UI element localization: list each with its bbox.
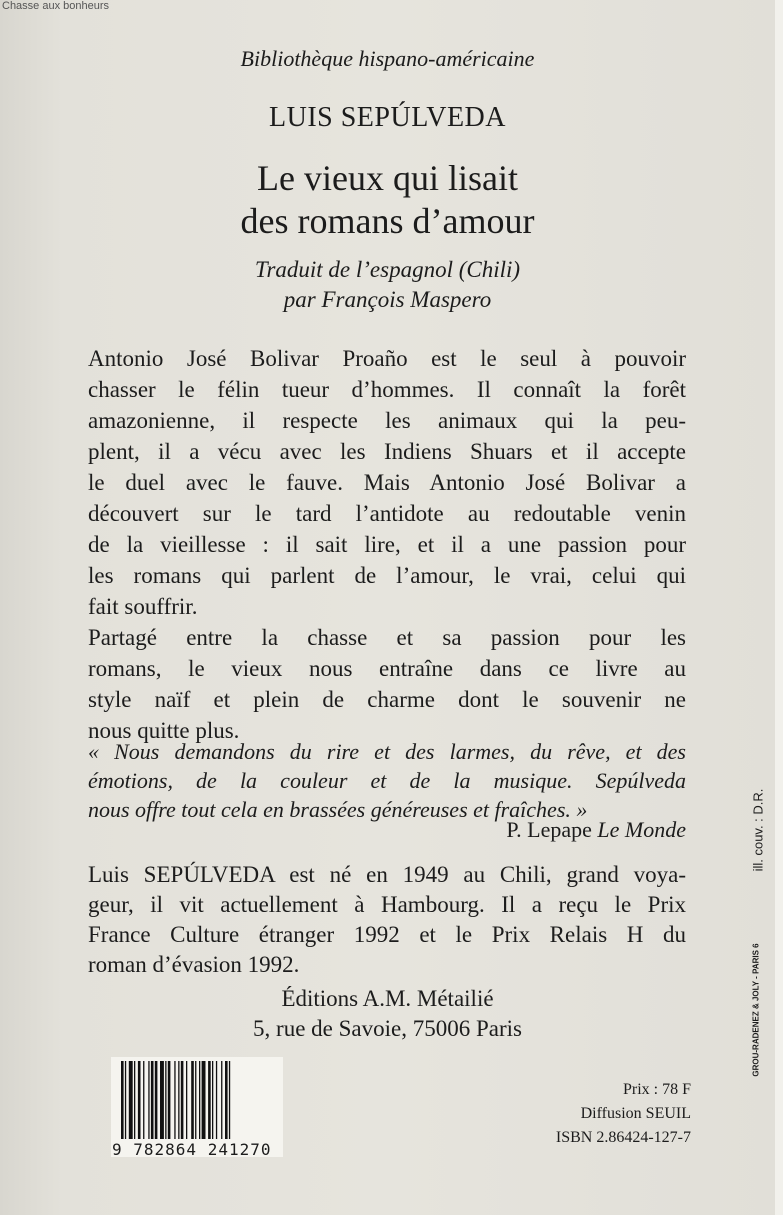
blurb-line: romans, le vieux nous entraîne dans ce livre au <box>88 656 686 681</box>
barcode-bar <box>165 1061 166 1139</box>
barcode-bar <box>191 1061 194 1139</box>
blurb-line: chasser le félin tueur d’hommes. Il connaît la forêt <box>88 377 686 402</box>
blurb-line: le duel avec le fauve. Mais Antonio José Bolivar a <box>88 470 686 495</box>
quote-author: P. Lepape <box>506 817 592 842</box>
publisher-info <box>0 984 775 1044</box>
author-name: LUIS SEPÚLVEDA <box>269 102 506 133</box>
printer-credit <box>746 935 766 1085</box>
page-edge <box>775 0 783 1215</box>
barcode-bar <box>216 1061 217 1139</box>
blurb-line: plent, il a vécu avec les Indiens Shuars et il accepte <box>88 439 686 464</box>
quote-line: émotions, de la couleur et de la musique. Sepúlveda <box>88 768 686 793</box>
barcode-bars <box>111 1057 283 1139</box>
bio-line: France Culture étranger 1992 et le Prix Relais H du <box>88 922 686 947</box>
barcode-bar <box>148 1061 149 1139</box>
cover-credit <box>748 780 768 880</box>
series-title: Bibliothèque hispano-américaine <box>240 46 535 71</box>
barcode-bar <box>195 1061 196 1139</box>
bio-line: Luis SEPÚLVEDA est né en 1949 au Chili, grand voya- <box>88 862 686 887</box>
isbn: ISBN 2.86424-127-7 <box>555 1129 691 1146</box>
barcode-bar <box>202 1061 206 1139</box>
blurb-line: style naïf et plein de charme dont le souvenir ne <box>88 687 686 712</box>
barcode-bar <box>143 1061 144 1139</box>
barcode-bar <box>155 1061 158 1139</box>
press-quote <box>88 737 686 824</box>
barcode-bar <box>160 1061 164 1139</box>
blurb-line: découvert sur le tard l’antidote au redoutable venin <box>88 501 686 526</box>
blurb-line: de la vieillesse : il sait lire, et il a une passion pour <box>88 532 686 557</box>
barcode-bar <box>134 1061 135 1139</box>
translation-credit <box>0 255 775 315</box>
book-title <box>0 157 775 243</box>
title-line: Le vieux qui lisait <box>257 158 518 198</box>
barcode-bar <box>212 1061 213 1139</box>
bio-line: geur, il vit actuellement à Hambourg. Il a reçu le Prix <box>88 892 686 917</box>
barcode-bar <box>208 1061 211 1139</box>
blurb-line: nous quitte plus. <box>88 718 240 743</box>
blurb-line: Antonio José Bolivar Proaño est le seul à pouvoir <box>88 346 686 371</box>
barcode-bar <box>178 1061 179 1139</box>
blurb-line: amazonienne, il respecte les animaux qui la peu- <box>88 408 686 433</box>
blurb <box>88 343 686 746</box>
barcode-bar <box>138 1061 141 1139</box>
price-block <box>556 1078 691 1150</box>
barcode-bar <box>225 1061 228 1139</box>
cover-credit-text: ill. couv. : D.R. <box>750 788 766 872</box>
barcode-bar <box>168 1061 171 1139</box>
barcode-bar <box>174 1061 175 1139</box>
barcode-bar <box>129 1061 133 1139</box>
barcode-bar <box>181 1061 184 1139</box>
quote-line: « Nous demandons du rire et des larmes, du rêve, et des <box>88 739 686 764</box>
printer-credit-text: GROU-RADENEZ & JOLY - PARIS 6 <box>751 943 761 1077</box>
barcode-bar <box>125 1061 126 1139</box>
barcode-bar <box>229 1061 230 1139</box>
barcode-number: 9 782864 241270 <box>112 1140 272 1159</box>
translation-line: par François Maspero <box>283 287 492 312</box>
blurb-line: les romans qui parlent de l’amour, le vrai, celui qui <box>88 563 686 588</box>
quote-attribution <box>506 817 686 843</box>
bio-line: roman d’évasion 1992. <box>88 952 300 977</box>
barcode-bar <box>121 1061 124 1139</box>
barcode-bar <box>186 1061 187 1139</box>
translation-line: Traduit de l’espagnol (Chili) <box>254 257 521 282</box>
distribution: Diffusion SEUIL <box>580 1105 691 1122</box>
barcode-bar <box>151 1061 154 1139</box>
price: Prix : 78 F <box>622 1081 691 1098</box>
barcode-bar <box>199 1061 200 1139</box>
watermark: Chasse aux bonheurs <box>2 0 110 12</box>
publisher-name: Éditions A.M. Métailié <box>281 986 494 1011</box>
barcode-bar <box>221 1061 222 1139</box>
blurb-line: Partagé entre la chasse et sa passion pour les <box>88 625 686 650</box>
title-line: des romans d’amour <box>240 201 535 241</box>
publisher-address: 5, rue de Savoie, 75006 Paris <box>253 1016 522 1041</box>
blurb-line: fait souffrir. <box>88 594 198 619</box>
author-bio <box>88 860 686 980</box>
quote-source: Le Monde <box>597 817 686 842</box>
quote-line: nous offre tout cela en brassées généreuses et fraîches. » <box>88 797 588 822</box>
